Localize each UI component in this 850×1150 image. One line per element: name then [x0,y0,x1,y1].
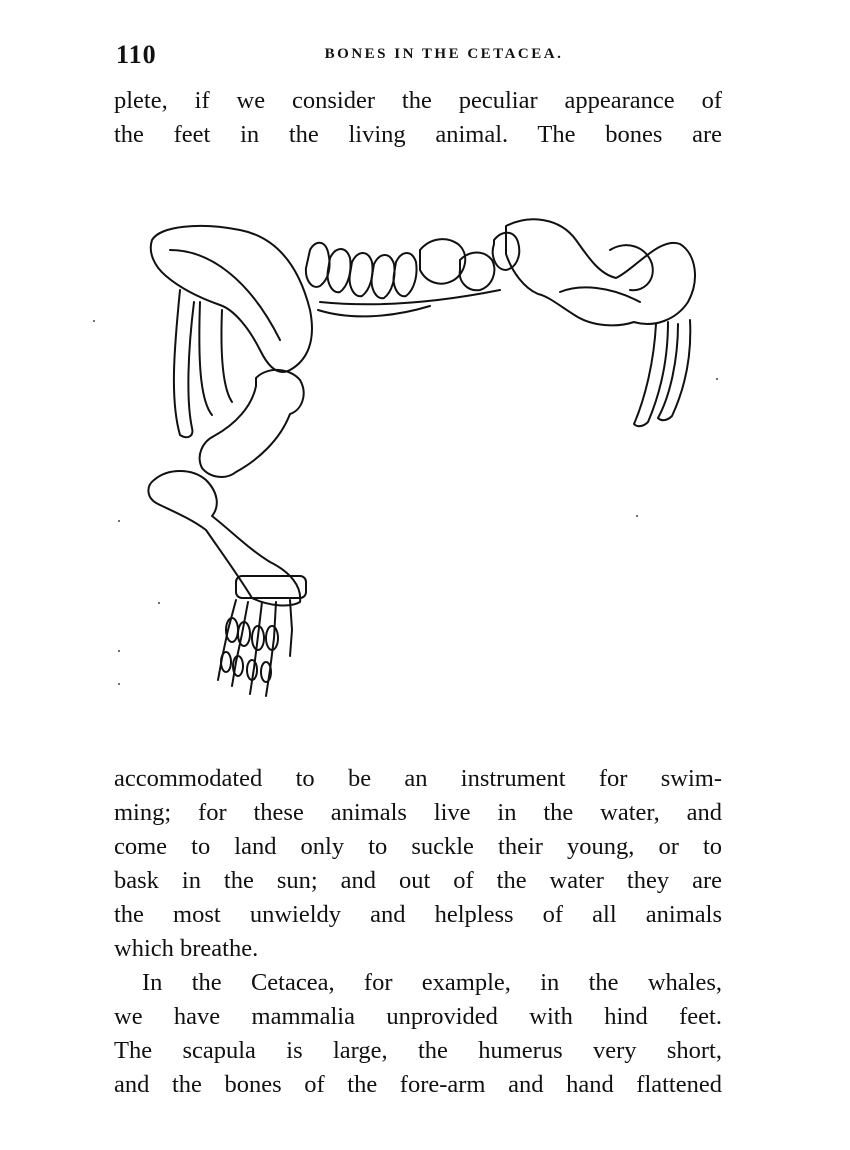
skull-bone [506,219,695,325]
digit-bone [290,600,292,656]
text-line: plete, if we consider the peculiar appearance of [114,87,722,114]
skeleton-figure-icon [140,210,700,700]
vertebra-bone [350,253,373,296]
text-line: come to land only to suckle their young, or to [114,833,722,860]
tusk-bone [634,322,668,426]
print-speck [118,650,120,652]
forearm-bone [148,471,300,605]
text-line: the most unwieldy and helpless of all animals [114,901,722,928]
page-number: 110 [116,40,157,69]
humerus-bone [200,370,304,477]
print-speck [716,378,718,380]
print-speck [636,515,638,517]
text-line: ming; for these animals live in the water, and [114,799,722,826]
text-line: In the Cetacea, for example, in the whales, [142,969,722,996]
carpal-bone [236,576,306,598]
text-line: accommodated to be an instrument for swim- [114,765,722,792]
rib-bone [221,310,232,402]
walrus-skeleton-illustration [140,210,700,700]
vertebra-bone [372,255,395,298]
running-head: BONES IN THE CETACEA. [324,46,564,62]
vertebra-bone [420,239,465,283]
print-speck [93,320,95,322]
text-line: bask in the sun; and out of the water they are [114,867,722,894]
paragraph-top [114,84,722,152]
text-line: and the bones of the fore-arm and hand flattened [114,1071,722,1098]
vertebra-bone [394,253,417,296]
text-line: the feet in the living animal. The bones are [114,121,722,148]
rib-bone [199,302,212,415]
print-speck [158,602,160,604]
page-header [116,40,722,76]
vertebra-bone [306,243,330,287]
text-line: The scapula is large, the humerus very short, [114,1037,722,1064]
rib-bone [174,290,194,437]
print-speck [118,520,120,522]
text-line: we have mammalia unprovided with hind feet. [114,1003,722,1030]
text-line: which breathe. [114,935,259,962]
print-speck [118,683,120,685]
paragraph-bottom [114,966,722,1102]
paragraph-middle [114,762,722,966]
vertebra-bone [328,249,351,292]
